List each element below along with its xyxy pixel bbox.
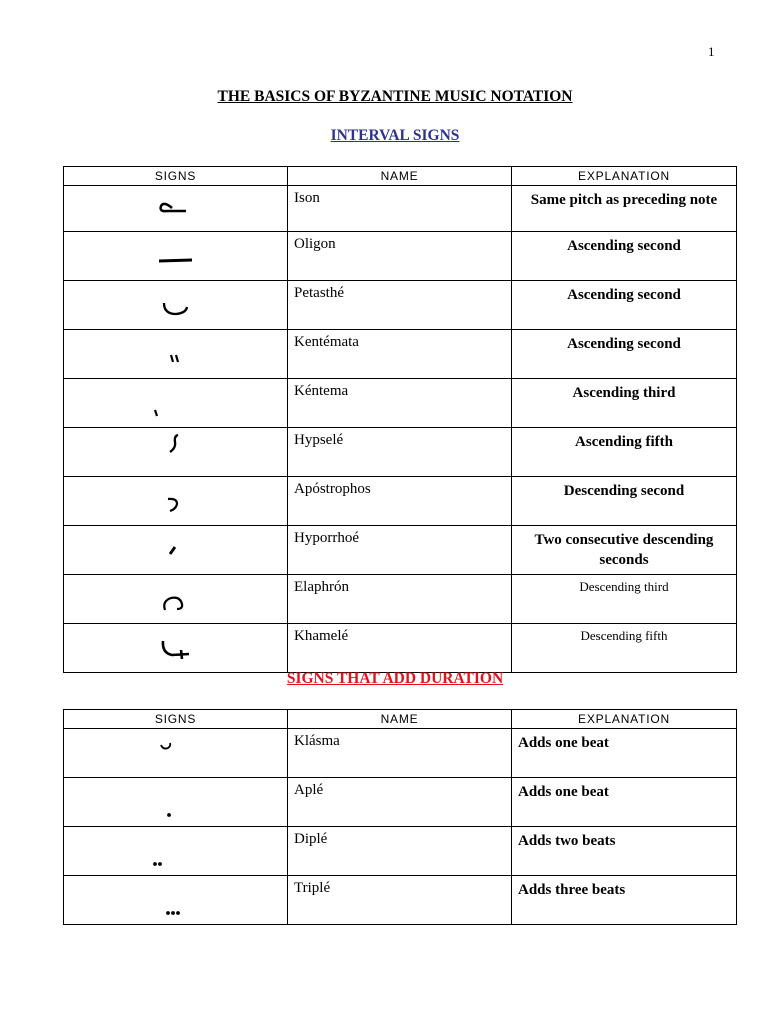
ison-sign-icon xyxy=(64,186,288,232)
column-header: SIGNS xyxy=(64,710,288,729)
aple-sign-icon xyxy=(64,778,288,827)
sign-explanation: Ascending second xyxy=(512,232,737,281)
hyporrhoe-sign-icon xyxy=(64,526,288,575)
sign-name: Apóstrophos xyxy=(288,477,512,526)
hypsele-sign-icon xyxy=(64,428,288,477)
sign-name: Aplé xyxy=(288,778,512,827)
table-row xyxy=(64,330,737,379)
sign-name: Triplé xyxy=(288,876,512,925)
sign-name: Elaphrón xyxy=(288,575,512,624)
table-row xyxy=(64,379,737,428)
table-row xyxy=(64,876,737,925)
sign-explanation: Descending third xyxy=(512,575,737,624)
sign-explanation: Adds one beat xyxy=(512,729,737,778)
sign-name: Oligon xyxy=(288,232,512,281)
column-header: NAME xyxy=(288,710,512,729)
sign-explanation: Ascending second xyxy=(512,330,737,379)
column-header: EXPLANATION xyxy=(512,167,737,186)
sign-name: Hyporrhoé xyxy=(288,526,512,575)
kentema-sign-icon xyxy=(64,379,288,428)
klasma-sign-icon xyxy=(64,729,288,778)
sign-name: Hypselé xyxy=(288,428,512,477)
table-row xyxy=(64,624,737,673)
petasthe-sign-icon xyxy=(64,281,288,330)
kentemata-sign-icon xyxy=(64,330,288,379)
table-row xyxy=(64,526,737,575)
sign-explanation: Adds one beat xyxy=(512,778,737,827)
sign-name: Petasthé xyxy=(288,281,512,330)
column-header: NAME xyxy=(288,167,512,186)
page-number: 1 xyxy=(708,44,715,59)
document-title: THE BASICS OF BYZANTINE MUSIC NOTATION xyxy=(217,88,573,105)
diple-sign-icon xyxy=(64,827,288,876)
table-row xyxy=(64,477,737,526)
sign-explanation: Adds three beats xyxy=(512,876,737,925)
duration-signs-heading: SIGNS THAT ADD DURATION xyxy=(286,670,504,687)
column-header: EXPLANATION xyxy=(512,710,737,729)
sign-name: Klásma xyxy=(288,729,512,778)
table-row xyxy=(64,232,737,281)
khamele-sign-icon xyxy=(64,624,288,673)
sign-name: Ison xyxy=(288,186,512,232)
sign-name: Diplé xyxy=(288,827,512,876)
table-row xyxy=(64,827,737,876)
table-row xyxy=(64,186,737,232)
interval-signs-heading: INTERVAL SIGNS xyxy=(330,127,460,144)
apostrophos-sign-icon xyxy=(64,477,288,526)
elaphron-sign-icon xyxy=(64,575,288,624)
interval-signs-table xyxy=(63,166,737,673)
sign-explanation: Same pitch as preceding note xyxy=(512,186,737,232)
sign-explanation: Two consecutive descending seconds xyxy=(512,526,737,575)
sign-explanation: Descending second xyxy=(512,477,737,526)
sign-name: Kentémata xyxy=(288,330,512,379)
sign-explanation: Ascending second xyxy=(512,281,737,330)
table-row xyxy=(64,778,737,827)
column-header: SIGNS xyxy=(64,167,288,186)
sign-explanation: Adds two beats xyxy=(512,827,737,876)
table-header-row xyxy=(64,710,737,729)
sign-explanation: Descending fifth xyxy=(512,624,737,673)
sign-name: Khamelé xyxy=(288,624,512,673)
table-header-row xyxy=(64,167,737,186)
sign-name: Kéntema xyxy=(288,379,512,428)
duration-signs-table xyxy=(63,709,737,925)
table-row xyxy=(64,575,737,624)
sign-explanation: Ascending fifth xyxy=(512,428,737,477)
triple-sign-icon xyxy=(64,876,288,925)
table-row xyxy=(64,428,737,477)
table-row xyxy=(64,729,737,778)
oligon-sign-icon xyxy=(64,232,288,281)
table-row xyxy=(64,281,737,330)
sign-explanation: Ascending third xyxy=(512,379,737,428)
